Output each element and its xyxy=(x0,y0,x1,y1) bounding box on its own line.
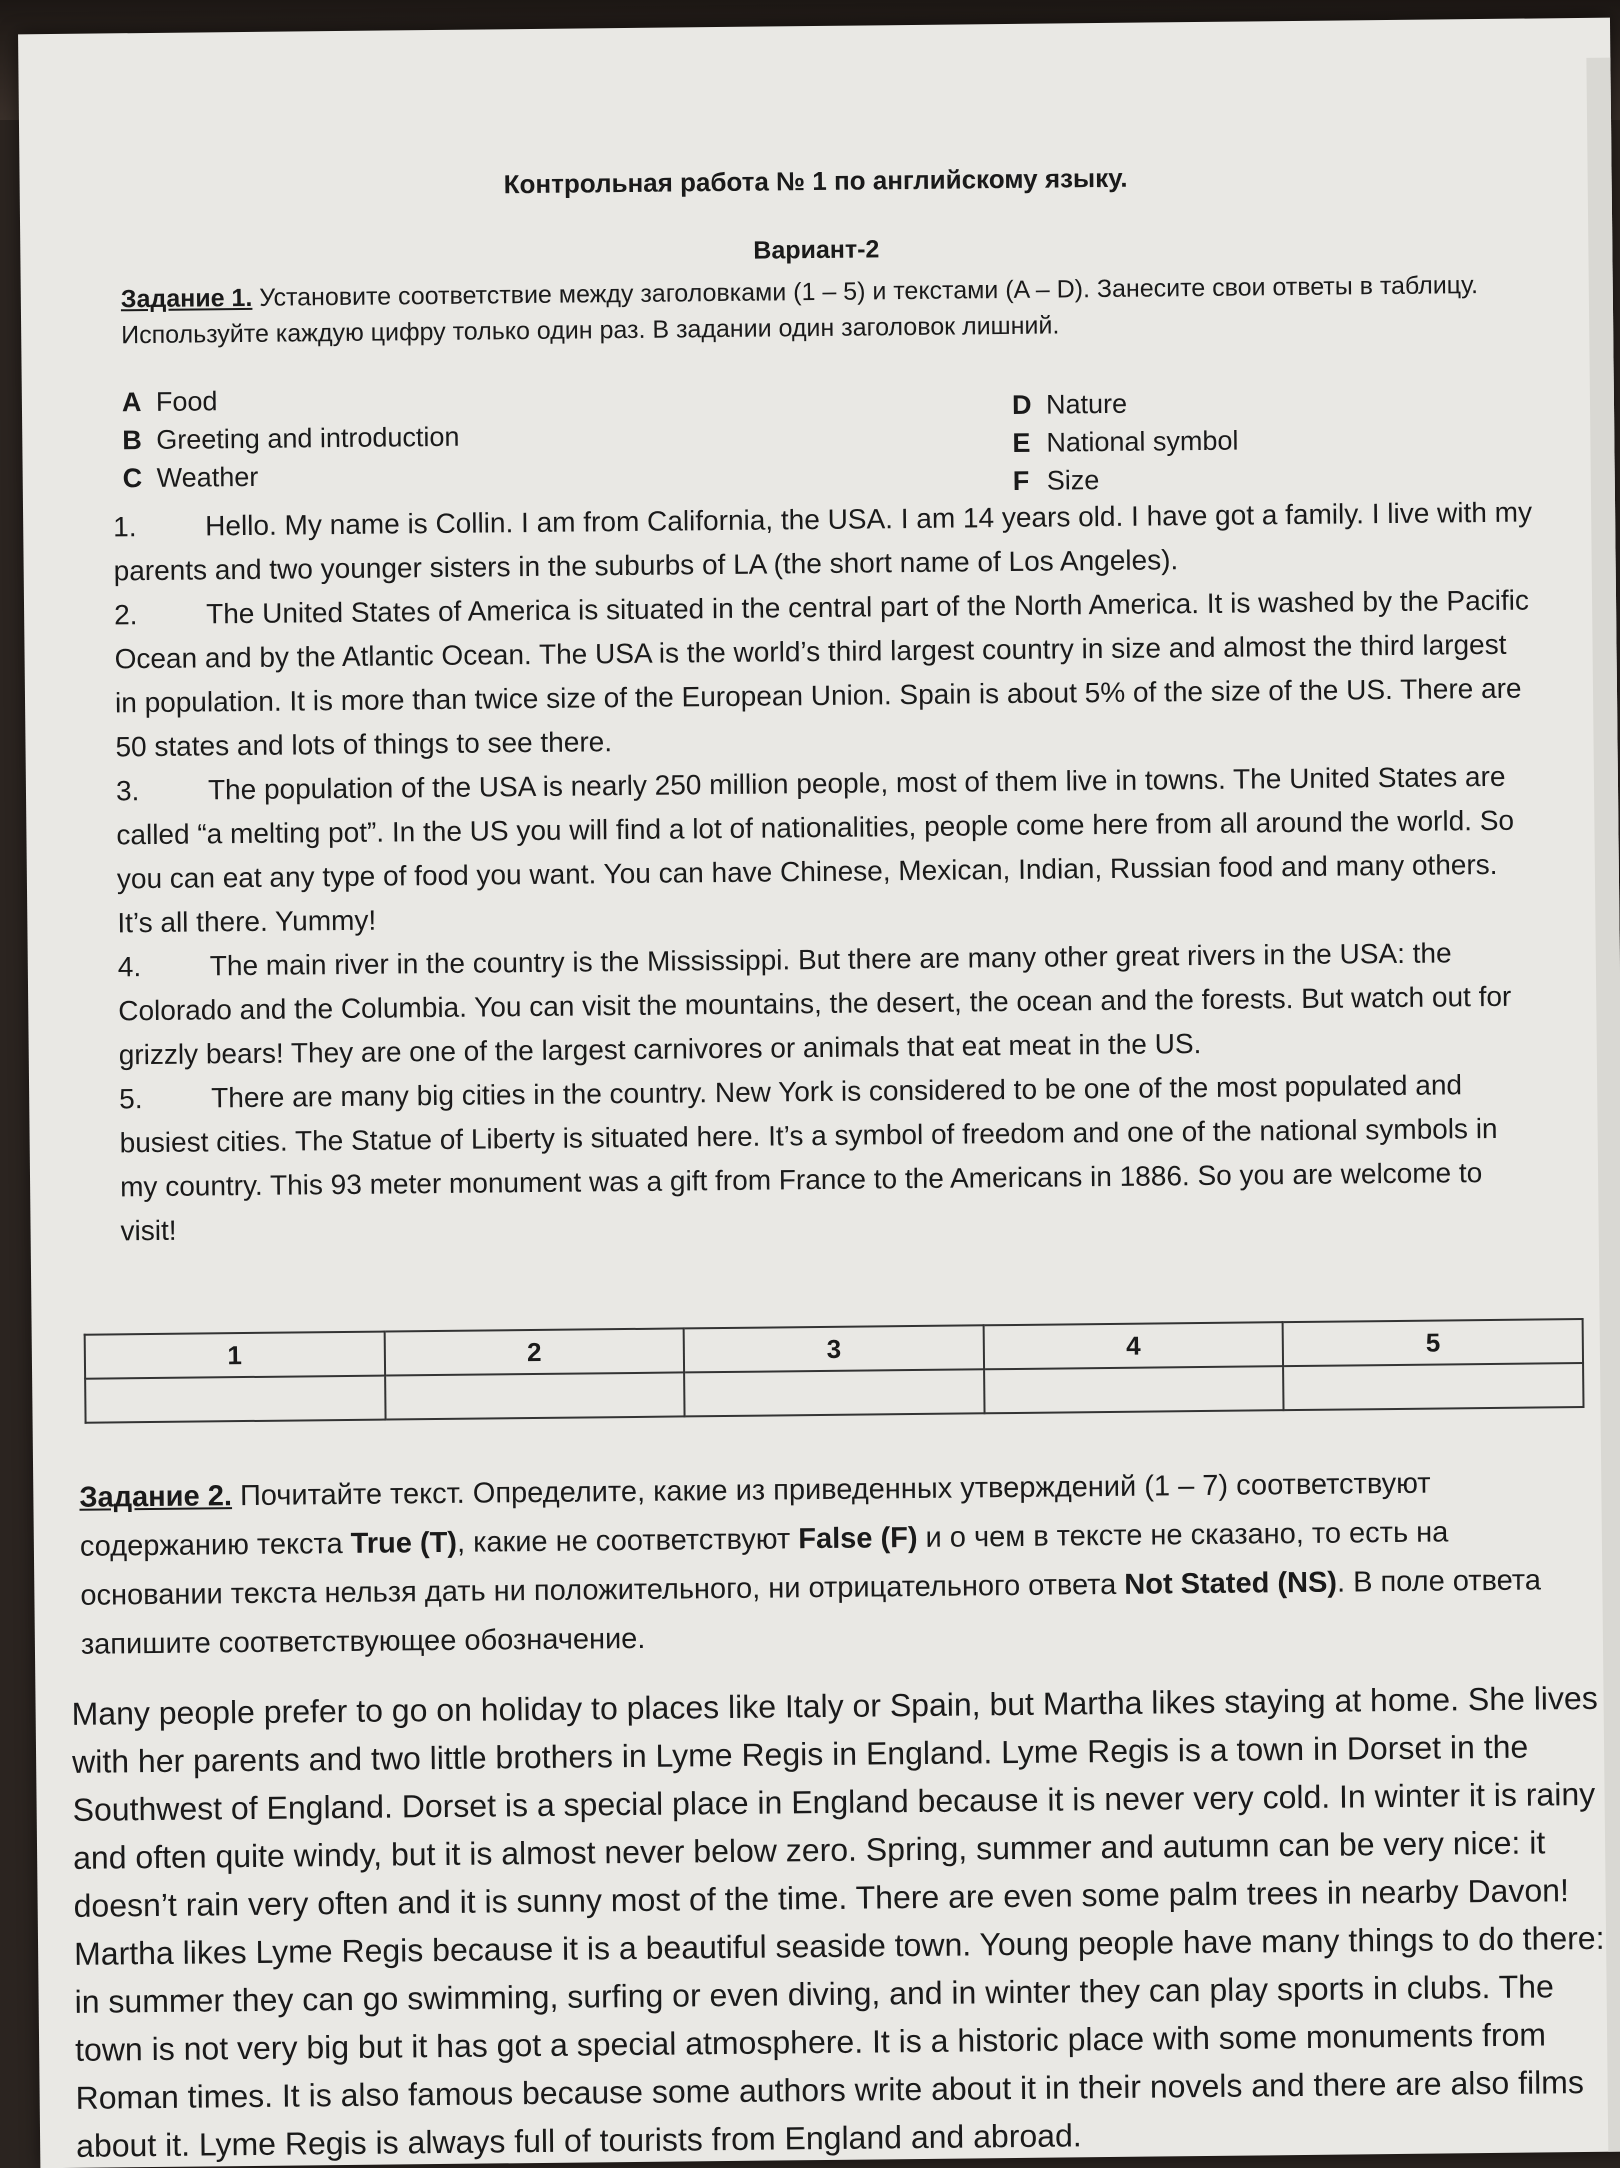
task1-texts xyxy=(113,490,1541,1253)
text-paragraph: 4. The main river in the country is the Mississippi. But there are many other great rivers in the USA: the Colorado and the Columbia. You can visit the mountains, the desert, the ocean and the forests. But watch out for grizzly bears! They are one of the largest carnivores or animals that eat meat in the US. xyxy=(117,937,1512,1071)
answer-cell[interactable] xyxy=(1283,1363,1583,1410)
true-label: True (T) xyxy=(350,1526,458,1560)
worksheet-page xyxy=(18,18,1620,2168)
page-title: Контрольная работа № 1 по английскому языку. xyxy=(503,162,1128,200)
task1-text: Установите соответствие между заголовками (1 – 5) и текстами (A – D). Занесите свои ответы в таблицу. Используйте каждую цифру только один раз. В задании один заголовок лишний. xyxy=(121,271,1479,350)
text-paragraph: 1. Hello. My name is Collin. I am from California, the USA. I am 14 years old. I have got a family. I live with my parents and two younger sisters in the suburbs of LA (the short name of Los Angeles). xyxy=(113,496,1533,587)
heading-option: C Weather xyxy=(122,461,259,494)
heading-option: B Greeting and introduction xyxy=(122,421,460,456)
heading-option: E National symbol xyxy=(1012,425,1239,458)
variant-heading: Вариант-2 xyxy=(753,235,880,265)
heading-option: D Nature xyxy=(1011,388,1128,420)
answer-table-header: 4 xyxy=(983,1322,1283,1369)
task2-reading-text: Many people prefer to go on holiday to places like Italy or Spain, but Martha likes staying at home. She lives with her parents and two little brothers in Lyme Regis in England. Lyme Regis is a town in Dorset in the Southwest of England. Dorset is a special place in England because it is never very cold. In winter it is rainy and often quite windy, but it is almost never below zero. Spring, summer and autumn can be very nice: it doesn’t rain very often and it is sunny most of the time. There are even some palm trees in nearby Davon! Martha likes Lyme Regis because it is a beautiful seaside town. Young people have many things to do there: in summer they can go swimming, surfing or even diving, and in winter they can play sports in clubs. The town is not very big but it has got a special atmosphere. It is a historic place with some monuments from Roman times. It is also famous because some authors write about it in their novels and there are also films about it. Lyme Regis is always full of tourists from England and abroad. xyxy=(71,1679,1605,2164)
headings-left-column xyxy=(122,380,460,498)
text-paragraph: 2. The United States of America is situated in the central part of the North America. It is washed by the Pacific Ocean and by the Atlantic Ocean. The USA is the world’s third largest country in size and almost the third largest in population. It is more than twice size of the European Union. Spain is about 5% of the size of the US. There are 50 states and lots of things to see there. xyxy=(113,584,1530,763)
answer-cell[interactable] xyxy=(984,1366,1284,1413)
answer-table-header: 2 xyxy=(384,1328,684,1375)
answer-table-header: 3 xyxy=(684,1325,984,1372)
answer-table xyxy=(84,1318,1585,1424)
not-stated-label: Not Stated (NS) xyxy=(1124,1566,1338,1601)
answer-cell[interactable] xyxy=(85,1376,385,1423)
text-paragraph: 3. The population of the USA is nearly 250 million people, most of them live in towns. The United States are called “a melting pot”. In the US you will find a lot of nationalities, people come here from all around the world. So you can eat any type of food you want. You can have Chinese, Mexican, Indian, Russian food and many others. It’s all there. Yummy! xyxy=(115,760,1515,939)
headings-right-column xyxy=(1012,384,1239,500)
task2-label: Задание 2. xyxy=(79,1480,233,1514)
false-label: False (F) xyxy=(798,1521,918,1556)
answer-cell[interactable] xyxy=(684,1369,984,1416)
task2-instructions: Задание 2. Почитайте текст. Определите, какие из приведенных утверждений (1 – 7) соответствуют содержанию текста True (T), какие не соответствуют False (F) и о чем в тексте не сказано, то есть на основании текста нельзя дать ни положительного, ни отрицательного ответа Not Stated (NS). В поле ответа запишите соответствующее обозначение. xyxy=(79,1467,1542,1661)
heading-option: F Size xyxy=(1012,465,1100,496)
answer-cell[interactable] xyxy=(385,1372,685,1419)
answer-table-header: 5 xyxy=(1283,1319,1583,1366)
answer-table-header: 1 xyxy=(85,1332,385,1379)
heading-option: A Food xyxy=(121,386,218,418)
task1-instructions xyxy=(121,267,1502,353)
task1-label: Задание 1. xyxy=(120,283,253,314)
text-paragraph: 5. There are many big cities in the country. New York is considered to be one of the most populated and busiest cities. The Statue of Liberty is situated here. It’s a symbol of freedom and one of the national symbols in my country. This 93 meter monument was a gift from France to the Americans in 1886. So you are welcome to visit! xyxy=(119,1069,1498,1247)
